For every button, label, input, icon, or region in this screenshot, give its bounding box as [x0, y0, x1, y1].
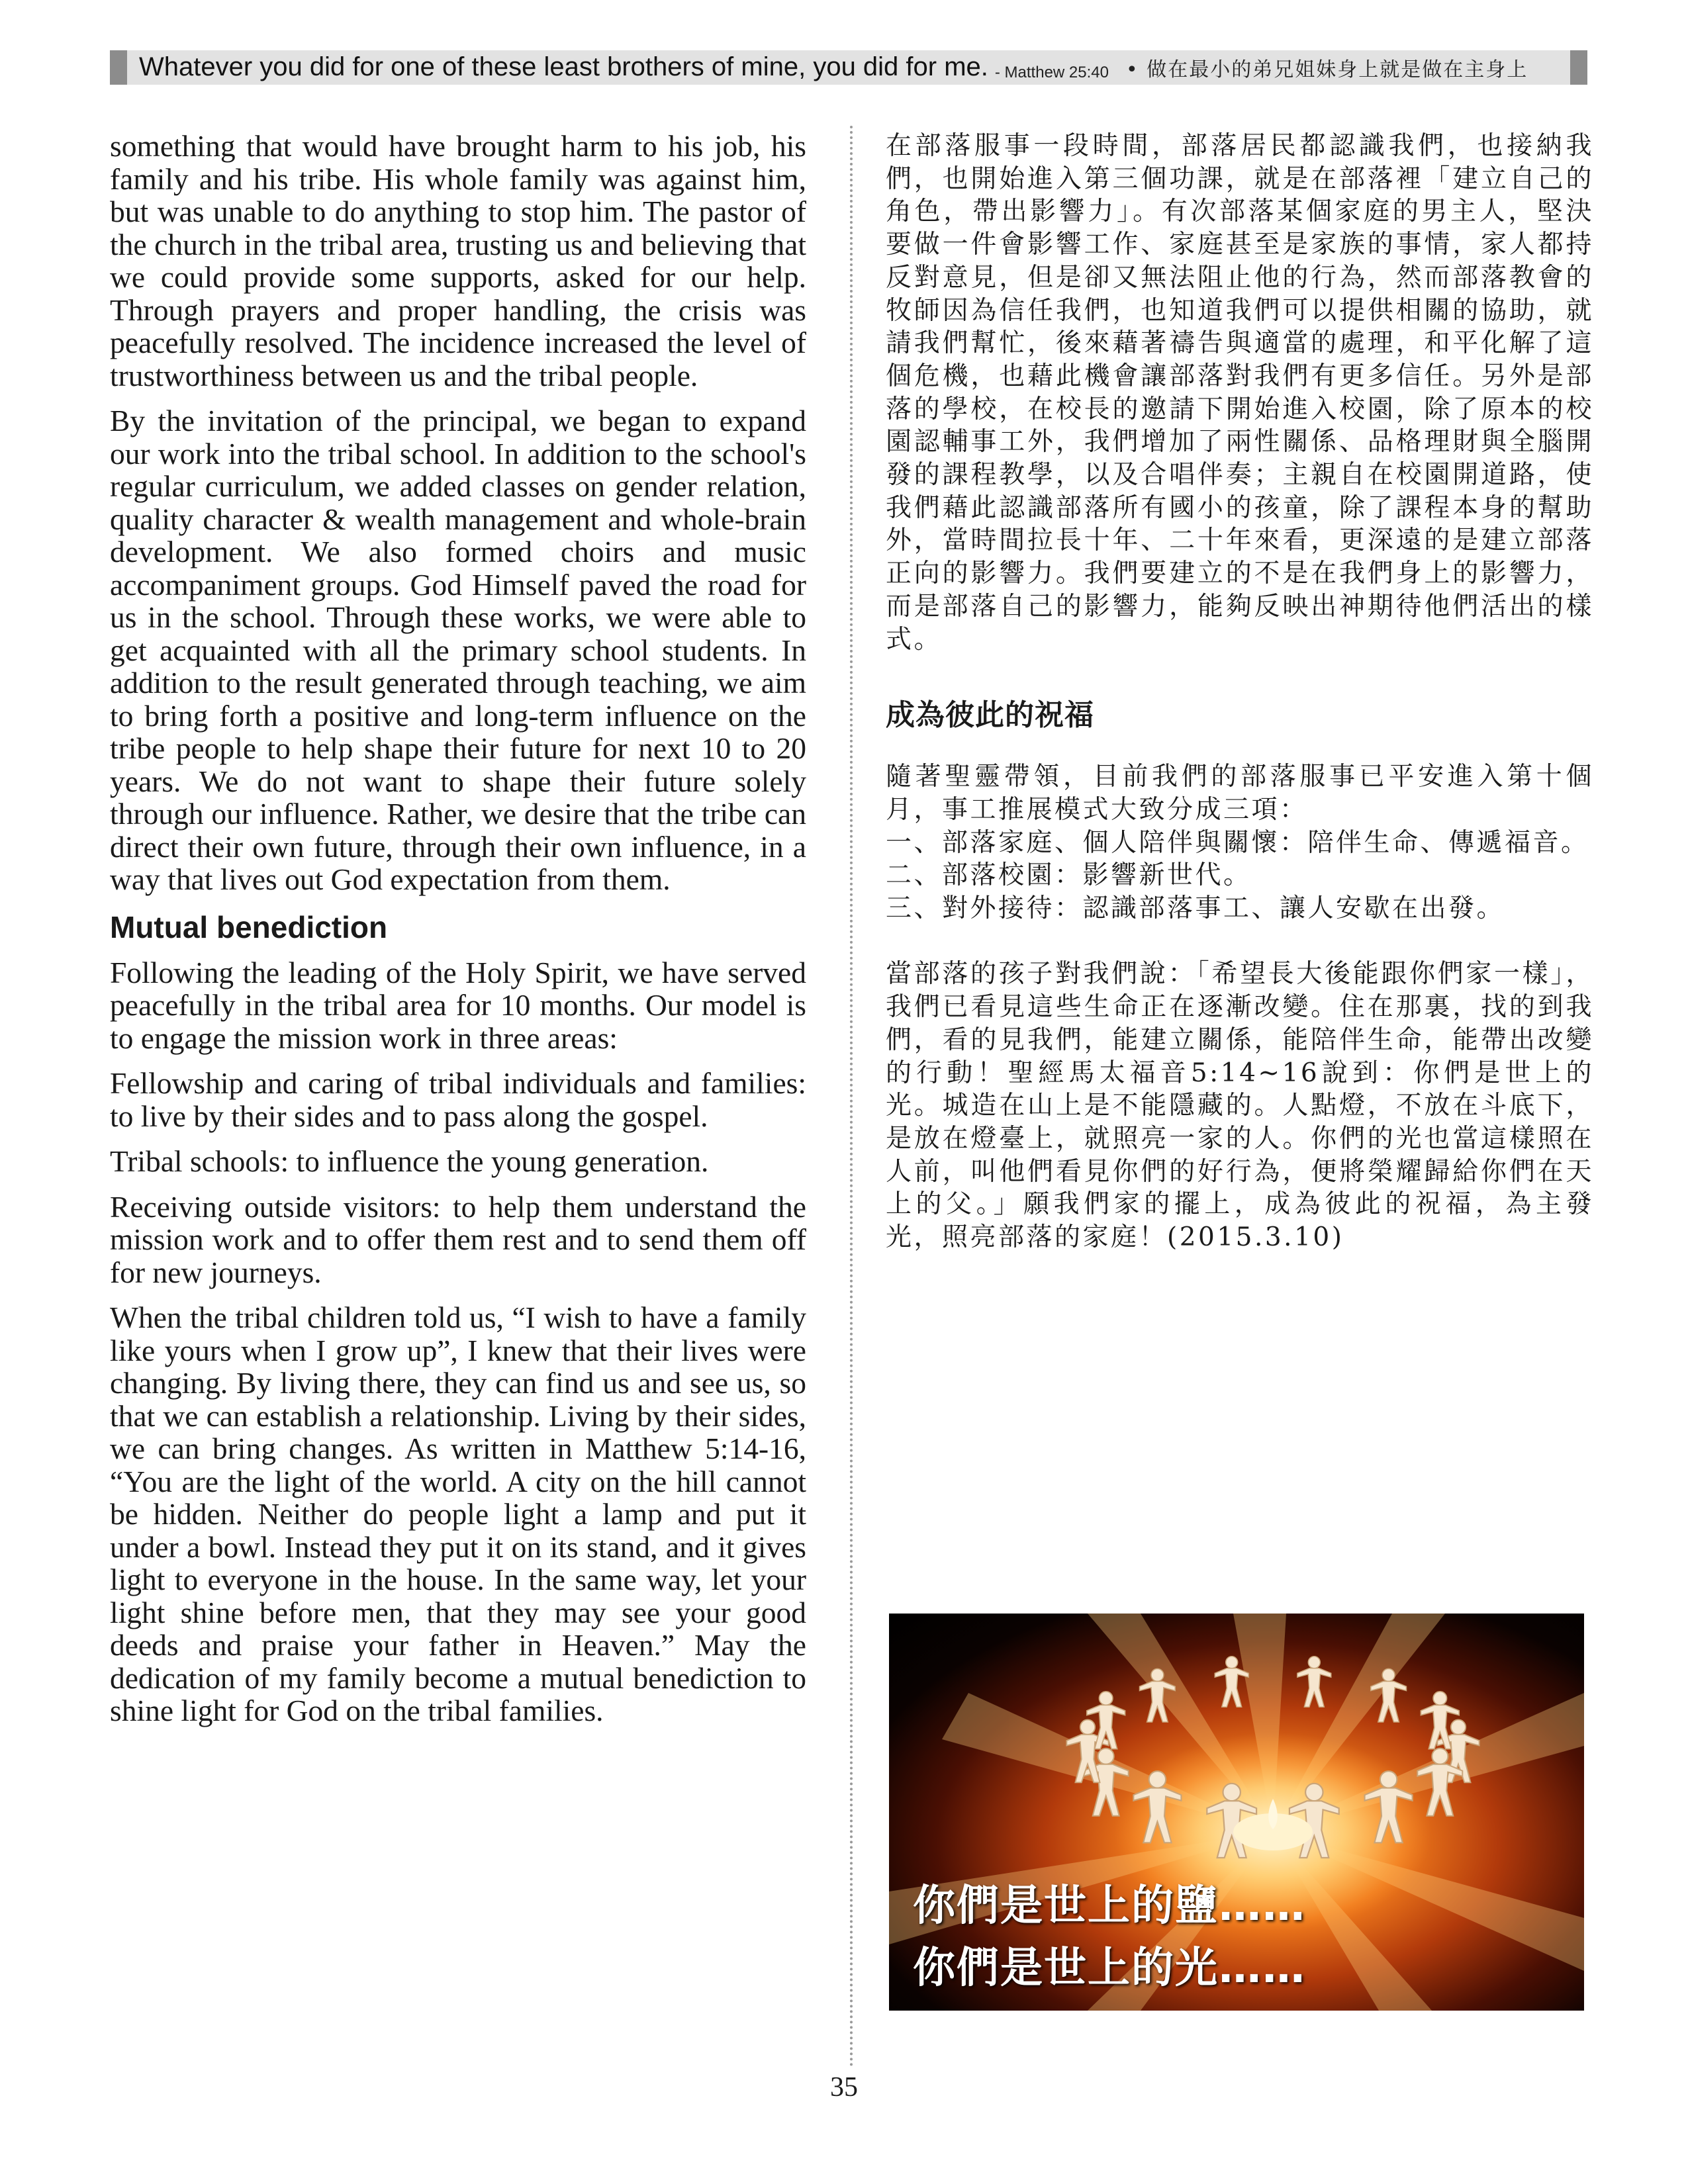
left-paragraph-3: Following the leading of the Holy Spirit, we have served peacefully in the tribal area for 10 months. Our model is to engage the mission work in three areas: [110, 955, 806, 1055]
left-column-english [110, 130, 806, 1740]
header-quote-en: Whatever you did for one of these least brothers of mine, you did for me. [139, 52, 988, 81]
right-list-item-1: 一、部落家庭、個人陪伴與關懷：陪伴生命、傳遞福音。 [886, 827, 1589, 858]
left-section-heading: Mutual benediction [110, 909, 388, 944]
right-section-heading: 成為彼此的祝福 [886, 698, 1094, 733]
page-number: 35 [830, 2072, 858, 2103]
right-paragraph-2: 隨著聖靈帶領，目前我們的部落服事已平安進入第十個月，事工推展模式大致分成三項： [886, 762, 1594, 825]
header-quote-zh: • 做在最小的弟兄姐妹身上就是做在主身上 [1125, 58, 1528, 81]
right-list-block [886, 760, 1594, 925]
header-quote-ref: - Matthew 25:40 [994, 64, 1109, 81]
column-divider [850, 126, 853, 2068]
right-list-item-3: 三、對外接待：認識部落事工、讓人安歇在出發。 [886, 893, 1505, 924]
right-column-chinese [886, 130, 1594, 1254]
photo-caption-line-1: 你們是世上的鹽…… [913, 1882, 1306, 1931]
left-paragraph-5: Tribal schools: to influence the young generation. [110, 1144, 709, 1178]
left-paragraph-7: When the tribal children told us, “I wish to have a family like yours when I grow up”, I knew that their lives were changing. By living there, they can find us and see us, so that we can establish a relationship. Living by their sides, we can bring changes. As written in Matthew 5:14-16, “You are the light of the world. A city on the hill cannot be hidden. Neither do people light a lamp and put it under a bowl. Instead they put it on its stand, and it gives light to everyone in the house. In the same way, let your light shine before men, that they may see your good deeds and praise your father in Heaven.” May the dedication of my family become a mutual benediction to shine light for God on the tribal families. [110, 1300, 806, 1727]
right-list-item-2: 二、部落校園：影響新世代。 [886, 860, 1252, 891]
left-paragraph-1: something that would have brought harm to his job, his family and his tribe. His whole family was against him, but was unable to do anything to stop him. The pastor of the church in the tribal area, trusting us and believing that we could provide some supports, asked for our help. Through prayers and proper handling, the crisis was peacefully resolved. The incidence increased the level of trustworthiness between us and the tribal people. [110, 129, 806, 392]
candle-paper-dolls-photo [889, 1614, 1584, 2011]
left-paragraph-6: Receiving outside visitors: to help them understand the mission work and to offer them rest and to send them off for new journeys. [110, 1189, 806, 1289]
left-paragraph-4: Fellowship and caring of tribal individuals and families: to live by their sides and to pass along the gospel. [110, 1066, 806, 1133]
right-paragraph-1: 在部落服事一段時間，部落居民都認識我們，也接納我們，也開始進入第三個功課，就是在部落裡「建立自己的角色，帶出影響力」。有次部落某個家庭的男主人，堅決要做一件會影響工作、家庭甚至是家族的事情，家人都持反對意見，但是卻又無法阻止他的行為，然而部落教會的牧師因為信任我們，也知道我們可以提供相關的協助，就請我們幫忙，後來藉著禱告與適當的處理，和平化解了這個危機，也藉此機會讓部落對我們有更多信任。另外是部落的學校，在校長的邀請下開始進入校園，除了原本的校園認輔事工外，我們增加了兩性關係、品格理財與全腦開發的課程教學，以及合唱伴奏；主親自在校園開道路，使我們藉此認識部落所有國小的孩童，除了課程本身的幫助外，當時間拉長十年、二十年來看，更深遠的是建立部落正向的影響力。我們要建立的不是在我們身上的影響力，而是部落自己的影響力，能夠反映出神期待他們活出的樣式。 [886, 131, 1594, 655]
paper-doll-icon [1297, 1657, 1331, 1707]
header-banner [110, 50, 1587, 85]
left-paragraph-2: By the invitation of the principal, we began to expand our work into the tribal school. In addition to the school's regular curriculum, we added classes on gender relation, quality character & wealth management and whole-brain development. We also formed choirs and music accompaniment groups. God Himself paved the road for us in the school. Through these works, we were able to get acquainted with all the primary school students. In addition to the result generated through teaching, we aim to bring forth a positive and long-term influence on the tribe people to help shape their future for next 10 to 20 years. We do not want to shape their future solely through our influence. Rather, we desire that the tribe can direct their own future, through their own influence, in a way that lives out God expectation from them. [110, 404, 806, 896]
right-paragraph-3: 當部落的孩子對我們說：「希望長大後能跟你們家一樣」，我們已看見這些生命正在逐漸改變。住在那裏，找的到我們，看的見我們，能建立關係，能陪伴生命，能帶出改變的行動！聖經馬太福音5:14~16說到：你們是世上的光。城造在山上是不能隱藏的。人點燈，不放在斗底下，是放在燈臺上，就照亮一家的人。你們的光也當這樣照在人前，叫他們看見你們的好行為，便將榮耀歸給你們在天上的父。」願我們家的擺上，成為彼此的祝福，為主發光，照亮部落的家庭！(2015.3.10) [886, 959, 1594, 1253]
photo-caption-line-2: 你們是世上的光…… [913, 1944, 1306, 1993]
right-blank-line [886, 925, 1594, 958]
